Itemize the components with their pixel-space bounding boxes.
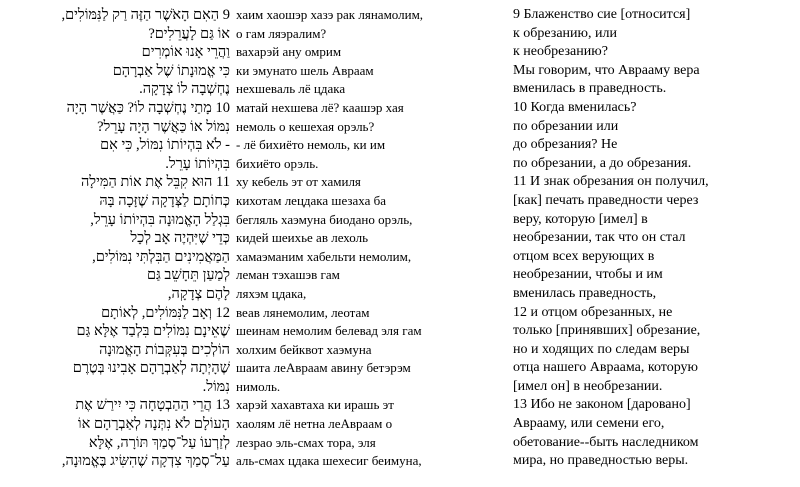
- hebrew-column: [4, 6, 230, 471]
- hebrew-line: נֶחְשְׁבָה לוֹ צְדָקָה.: [139, 81, 230, 98]
- transliteration-line: харэй хахавтаха ки ирашь эт: [236, 397, 394, 413]
- hebrew-line: עַל־סְמַךְ צִדְקָה שֶׁהִשִּׂיג בֶּאֱמוּנָה,: [61, 453, 230, 470]
- transliteration-line: хаолям лё нетна леАвраам о: [236, 416, 393, 432]
- transliteration-line: нехшевaль лё цдака: [236, 81, 346, 97]
- russian-line: 13 Ибо не законом [даровано]: [513, 397, 691, 413]
- hebrew-line: נִמּוֹל.: [202, 378, 230, 395]
- transliteration-line: леман тэхашэв гам: [236, 267, 340, 283]
- russian-line: 9 Блаженство сие [относится]: [513, 7, 691, 22]
- hebrew-line: 12 וְאָב לַנִּמּוֹלִים, לְאוֹתָם: [101, 304, 230, 321]
- transliteration-column: [236, 6, 508, 471]
- transliteration-line: кидей шеихье ав лехоль: [236, 230, 369, 246]
- russian-line: вменилась в праведность.: [513, 81, 667, 97]
- transliteration-line: бегляль хаэмуна биодано орэль,: [236, 211, 413, 227]
- russian-line: но и ходящих по следам веры: [513, 341, 690, 357]
- russian-line: Мы говорим, что Аврааму вера: [513, 62, 700, 78]
- transliteration-line: немоль о кешехая орэль?: [236, 118, 375, 134]
- hebrew-line: הַמַּאֲמִינִים הַבִּלְתִּי נִמּוֹלִים,: [92, 248, 230, 265]
- russian-line: к обрезанию, или: [513, 25, 617, 41]
- transliteration-line: - лё бихиёто немоль, ки им: [236, 137, 386, 153]
- russian-line: необрезании, так что он стал: [513, 230, 686, 246]
- russian-line: отца нашего Авраама, которую: [513, 360, 698, 376]
- russian-line: 11 И знак обрезания он получил,: [513, 174, 709, 190]
- hebrew-line: נִמּוֹל אוֹ כַּאֲשֶׁר הָיָה עָרֵל?: [97, 118, 230, 135]
- transliteration-line: ху кебель эт от хамиля: [236, 174, 361, 190]
- hebrew-line: - לֹא בִּהְיוֹתוֹ נִמּוֹל, כִּי אִם: [100, 137, 230, 154]
- transliteration-line: хаим хаошэр хазэ рак лянамолим,: [236, 7, 424, 22]
- russian-line: только [принявших] обрезание,: [513, 323, 701, 339]
- hebrew-line: בִּגְלַל הָאֱמוּנָה בִּהְיוֹתוֹ עָרֵל,: [90, 211, 230, 228]
- hebrew-line: שֶׁהָיְתָה לְאַבְרָהָם אָבִינוּ בְּטֶרֶם: [72, 360, 230, 377]
- hebrew-line: 9 הַאִם הָאֹשֶׁר הַזֶּה רַק לַנִּמּוֹלִים,: [61, 7, 230, 23]
- russian-line: 12 и отцом обрезанных, не: [513, 304, 673, 320]
- transliteration-line: нимоль.: [236, 378, 281, 394]
- russian-line: по обрезании или: [513, 118, 619, 134]
- hebrew-line: הָעוֹלָם לֹא נִתְּנָה לְאַבְרָהָם אוֹ: [77, 416, 230, 433]
- hebrew-line: 11 הוּא קִבֵּל אֶת אוֹת הַמִּילָה: [80, 174, 230, 191]
- hebrew-line: 13 הֲרֵי הַהַבְטָחָה כִּי יִירַשׁ אֶת: [75, 397, 230, 414]
- russian-line: отцом всех верующих в: [513, 248, 655, 264]
- hebrew-line: וַהֲרֵי אָנוּ אוֹמְרִים: [141, 44, 230, 61]
- hebrew-line: הוֹלְכִים בְּעִקְּבוֹת הָאֱמוּנָה: [99, 341, 230, 358]
- hebrew-line: 10 מָתַי נֶחְשְׁבָה לוֹ? כַּאֲשֶׁר הָיָה: [66, 99, 230, 116]
- transliteration-line: шеинам немолим белевад эля гам: [236, 323, 422, 339]
- russian-line: [как] печать праведности через: [513, 192, 699, 208]
- hebrew-line: אוֹ גַּם לָעֲרֵלִים?: [148, 25, 230, 42]
- russian-line: Аврааму, или семени его,: [513, 416, 665, 432]
- hebrew-line: כְּחוֹתָם לַצְּדָקָה שֶׁזָּכָה בָּהּ: [99, 192, 230, 209]
- hebrew-line: לָהֶם צְדָקָה,: [167, 285, 230, 302]
- hebrew-line: בִּהְיוֹתוֹ עָרֵל.: [165, 155, 230, 172]
- russian-line: обетование--быть наследником: [513, 434, 699, 450]
- hebrew-line: שֶׁאֵינָם נִמּוֹלִים בִּלְבַד אֶלָּא גַּם: [76, 323, 230, 340]
- russian-line: мира, но праведностью веры.: [513, 453, 689, 469]
- transliteration-line: о гам ляэралим?: [236, 25, 327, 41]
- russian-column: [513, 6, 797, 471]
- hebrew-line: לְמַעַן תֵּחָשֵׁב גַּם: [146, 267, 230, 284]
- hebrew-line: כִּי אֱמוּנָתוֹ שֶׁל אַבְרָהָם: [112, 62, 230, 79]
- russian-line: 10 Когда вменилась?: [513, 99, 637, 115]
- hebrew-line: לְזַרְעוֹ עַל־סְמַךְ תּוֹרָה, אֶלָּא: [88, 434, 230, 451]
- transliteration-line: аль-смах цдака шехесиг беимуна,: [236, 453, 422, 469]
- transliteration-line: кихотам лецдака шезаха ба: [236, 192, 387, 208]
- transliteration-line: шаита леАвраам авину бетэрэм: [236, 360, 411, 376]
- transliteration-line: веав лянемолим, леотам: [236, 304, 370, 320]
- transliteration-line: ляхэм цдака,: [236, 285, 307, 301]
- transliteration-line: холхим бейквот хаэмуна: [236, 341, 372, 357]
- transliteration-line: хамаэманим хабельти немолим,: [236, 248, 412, 264]
- transliteration-line: матай нехшева лё? кaашэр хая: [236, 99, 404, 115]
- russian-line: [имел он] в необрезании.: [513, 378, 663, 394]
- transliteration-line: вахарэй ану омрим: [236, 44, 342, 60]
- russian-line: необрезании, чтобы и им: [513, 267, 663, 283]
- transliteration-line: лезраo эль-смах тора, эля: [236, 434, 376, 450]
- russian-line: по обрезании, а до обрезания.: [513, 155, 692, 171]
- russian-line: веру, которую [имел] в: [513, 211, 648, 227]
- russian-line: вменилась праведность,: [513, 285, 657, 301]
- russian-line: до обрезания? Не: [513, 137, 618, 153]
- transliteration-line: бихиёто орэль.: [236, 155, 319, 171]
- russian-line: к необрезанию?: [513, 44, 608, 60]
- hebrew-line: כְּדֵי שֶׁיִּהְיֶה אָב לְכָל: [130, 230, 230, 247]
- transliteration-line: ки эмунато шель Авраам: [236, 62, 374, 78]
